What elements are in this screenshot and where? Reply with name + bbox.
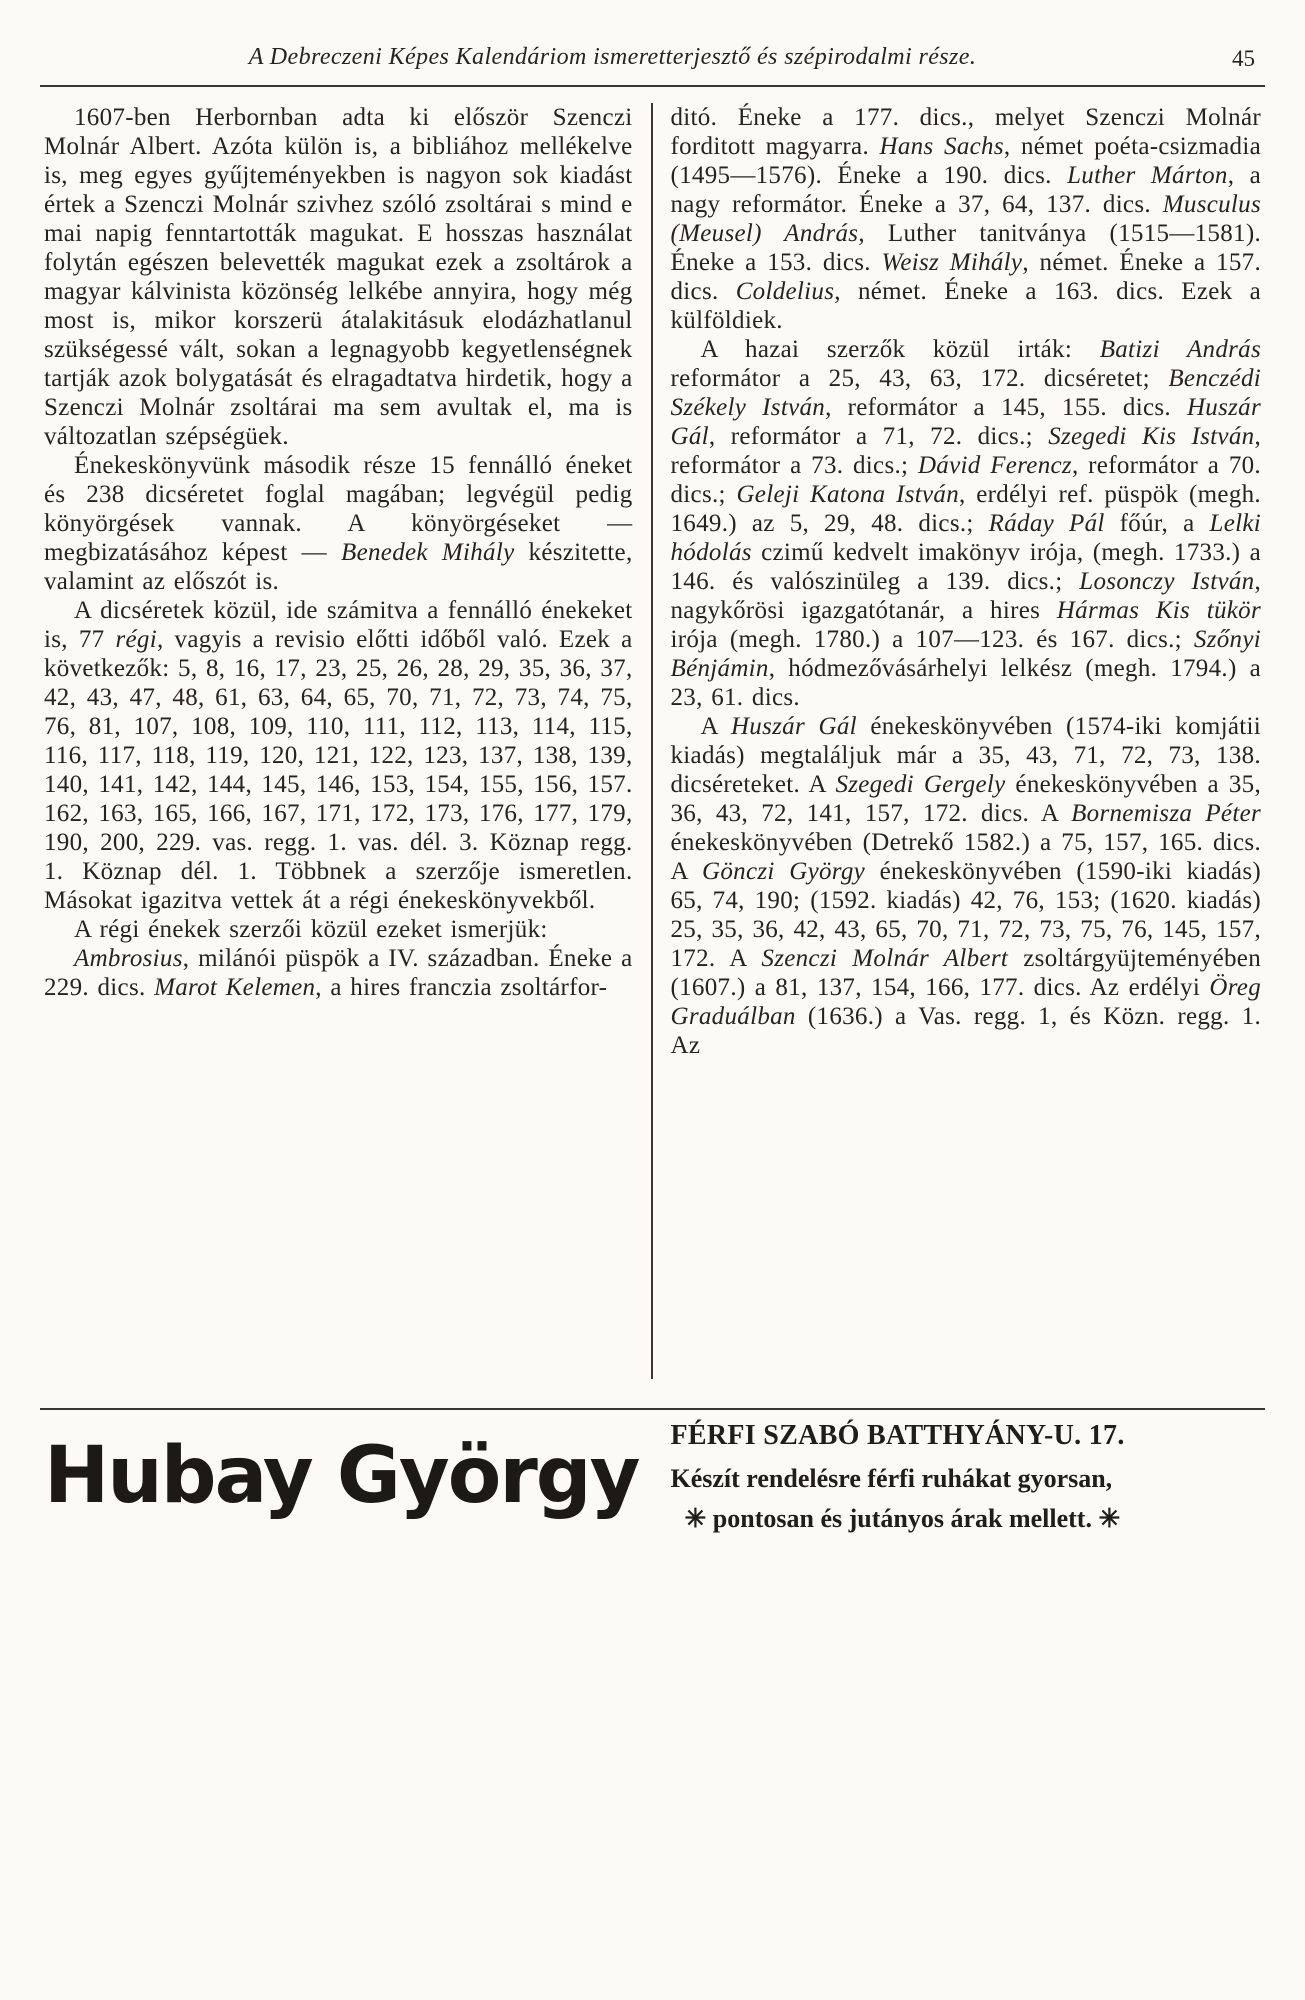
- italic-text-run: Luther Márton: [1067, 162, 1228, 189]
- italic-text-run: Gönczi György: [702, 858, 866, 885]
- text-run: reformátor a 25, 43, 63, 172. dicséretet;: [670, 365, 1169, 392]
- advertiser-name: Hubay György: [44, 1431, 639, 1521]
- italic-text-run: Szenczi Molnár Albert: [761, 945, 1009, 972]
- right-column: [653, 103, 1262, 1379]
- text-run: főúr, a: [1104, 510, 1210, 537]
- paragraph: [44, 944, 633, 1002]
- text-run: énekeskönyvében (1574-iki komjátii kiadás) megtaláljuk már a 35, 43, 71, 72, 73, 138. dicséreteket. A: [670, 713, 1261, 798]
- text-run: , vagyis a revisio előtti időből való. Ezek a következők: 5, 8, 16, 17, 23, 25, 26, 28, 29, 35, 36, 37, 42, 43, 47, 48, 61, 63, 64, 65, 70, 71, 72, 73, 74, 75, 76, 81, 107, 108, 109, 110, 111, 112, 113, 114, 115, 116, 117, 118, 119, 120, 121, 122, 123, 137, 138, 139, 140, 141, 142, 144, 145, 146, 153, 154, 155, 156, 157. 162, 163, 165, 166, 167, 171, 172, 173, 176, 177, 179, 190, 200, 229. vas. regg. 1. vas. dél. 3. Köznap regg. 1. Köznap dél. 1. Többnek a szerzője ismeretlen. Másokat igazitva vettek át a régi énekeskönyvekből.: [44, 626, 633, 914]
- text-columns: [44, 87, 1261, 1379]
- italic-text-run: Geleji Katona István: [736, 481, 960, 508]
- italic-text-run: régi: [115, 626, 157, 653]
- ad-line-services: Készít rendelésre férfi ruhákat gyorsan,: [670, 1464, 1113, 1493]
- left-column: [44, 103, 653, 1379]
- text-run: A: [700, 713, 731, 740]
- paragraph: [44, 451, 633, 596]
- italic-text-run: Öreg Graduálban: [670, 974, 1261, 1030]
- ad-line-prices: ✳ pontosan és jutányos árak mellett. ✳: [684, 1504, 1121, 1533]
- italic-text-run: Szőnyi Bénjámin: [670, 626, 1261, 682]
- text-run: czimű kedvelt imakönyv irója, (megh. 1733.) a 146. és valószinüleg a 139. dics.;: [670, 539, 1261, 595]
- text-run: A dicséretek közül, ide számitva a fennálló énekeket is, 77: [44, 597, 633, 653]
- italic-text-run: Marot Kelemen: [154, 974, 316, 1001]
- text-run: ditó. Éneke a 177. dics., melyet Szenczi Molnár forditott magyarra.: [670, 104, 1261, 160]
- text-run: zsoltárgyüjteményében (1607.) a 81, 137, 154, 166, 177. dics. Az erdélyi: [670, 945, 1261, 1001]
- italic-text-run: Huszár Gál: [670, 394, 1261, 450]
- italic-text-run: Batizi András: [1099, 336, 1261, 363]
- text-run: , nagykőrösi igazgatótanár, a hires: [670, 568, 1261, 624]
- italic-text-run: Lelki hódolás: [670, 510, 1261, 566]
- text-run: énekeskönyvében (Detrekő 1582.) a 75, 157, 165. dics. A: [670, 829, 1261, 885]
- page-number: 45: [1232, 46, 1255, 71]
- text-run: Énekeskönyvünk második része 15 fennálló éneket és 238 dicséretet foglal magában; legvégül pedig könyörgések vannak. A könyörgéseket — megbizatásához képest —: [44, 452, 633, 566]
- footer-ad: [0, 1408, 1305, 1534]
- italic-text-run: Ambrosius: [74, 945, 183, 972]
- text-run: , német. Éneke a 157. dics.: [670, 249, 1261, 305]
- italic-text-run: Bornemisza Péter: [1071, 800, 1261, 827]
- text-run: énekeskönyvében (1590-iki kiadás) 65, 74, 190; (1592. kiadás) 42, 76, 153; (1620. kiadás) 25, 35, 36, 42, 43, 65, 70, 71, 72, 73, 75, 76, 145, 157, 172. A: [670, 858, 1261, 972]
- ad-headline: FÉRFI SZABÓ BATTHYÁNY-U. 17.: [670, 1420, 1125, 1451]
- text-run: , a nagy reformátor. Éneke a 37, 64, 137. dics.: [670, 162, 1261, 218]
- text-run: énekeskönyvében a 35, 36, 43, 72, 141, 157, 172. dics. A: [670, 771, 1261, 827]
- italic-text-run: Coldelius: [735, 278, 835, 305]
- text-run: , német. Éneke a 163. dics. Ezek a külföldiek.: [670, 278, 1261, 334]
- text-run: A hazai szerzők közül irták:: [700, 336, 1100, 363]
- text-run: , reformátor a 145, 155. dics.: [825, 394, 1187, 421]
- italic-text-run: Losonczy István: [1079, 568, 1255, 595]
- text-run: , Luther tanitványa (1515—1581). Éneke a 153. dics.: [670, 220, 1261, 276]
- text-run: (1636.) a Vas. regg. 1, és Közn. regg. 1. Az: [670, 1003, 1261, 1059]
- ad-text-block: [653, 1420, 1262, 1534]
- text-run: , német poéta-csizmadia (1495—1576). Éneke a 190. dics.: [670, 133, 1261, 189]
- text-run: , reformátor a 71, 72. dics.;: [708, 423, 1049, 450]
- italic-text-run: Weisz Mihály: [881, 249, 1023, 276]
- italic-text-run: Musculus (Meusel) András: [670, 191, 1261, 247]
- text-run: , milánói püspök a IV. században. Éneke a 229. dics.: [44, 945, 633, 1001]
- italic-text-run: Hármas Kis tükör: [1056, 597, 1261, 624]
- text-run: , reformátor a 73. dics.;: [670, 423, 1261, 479]
- text-run: irója (megh. 1780.) a 107—123. és 167. dics.;: [670, 626, 1194, 653]
- paragraph: [671, 335, 1262, 712]
- text-run: készitette, valamint az előszót is.: [44, 539, 633, 595]
- paragraph: [44, 596, 633, 915]
- paragraph: [44, 103, 633, 451]
- paragraph: [44, 915, 633, 944]
- text-run: 1607-ben Herbornban adta ki először Szenczi Molnár Albert. Azóta külön is, a bibliához mellékelve is, meg egyes gyűjteményekben is nagyon sok kiadást értek a Szenczi Molnár szivhez szóló zsoltárai s mind e mai napig fenntartották magukat. E hosszas használat folytán egészen belevették magukat ezek a zsoltárok a magyar kálvinista közönség lelkébe annyira, hogy még most is, mikor korszerü átalakitásuk elodázhatlanul szükségessé vált, sokan a legnagyobb kegyetlenségnek tartják azok bolygatását és elragadtatva hirdetik, hogy a Szenczi Molnár zsoltárai ma sem avultak el, ma is változatlan szépségüek.: [44, 104, 633, 450]
- italic-text-run: Hans Sachs: [879, 133, 1004, 160]
- page-header: [0, 0, 1305, 71]
- text-run: , erdélyi ref. püspök (megh. 1649.) az 5, 29, 48. dics.;: [670, 481, 1261, 537]
- text-run: A régi énekek szerzői közül ezeket ismerjük:: [74, 916, 548, 943]
- text-run: , hódmezővásárhelyi lelkész (megh. 1794.) a 23, 61. dics.: [670, 655, 1261, 711]
- italic-text-run: Ráday Pál: [988, 510, 1105, 537]
- text-run: , a hires franczia zsoltárfor-: [315, 974, 608, 1001]
- italic-text-run: Benedek Mihály: [341, 539, 515, 566]
- footer-ad-content: [0, 1410, 1305, 1534]
- text-run: , reformátor a 70. dics.;: [670, 452, 1261, 508]
- italic-text-run: Dávid Ferencz: [917, 452, 1072, 479]
- italic-text-run: Benczédi Székely István: [670, 365, 1261, 421]
- italic-text-run: Huszár Gál: [730, 713, 857, 740]
- italic-text-run: Szegedi Kis István: [1048, 423, 1255, 450]
- paragraph: [671, 103, 1262, 335]
- paragraph: [671, 712, 1262, 1060]
- italic-text-run: Szegedi Gergely: [835, 771, 1006, 798]
- running-title: A Debreczeni Képes Kalendáriom ismeretterjesztő és szépirodalmi része.: [248, 44, 977, 70]
